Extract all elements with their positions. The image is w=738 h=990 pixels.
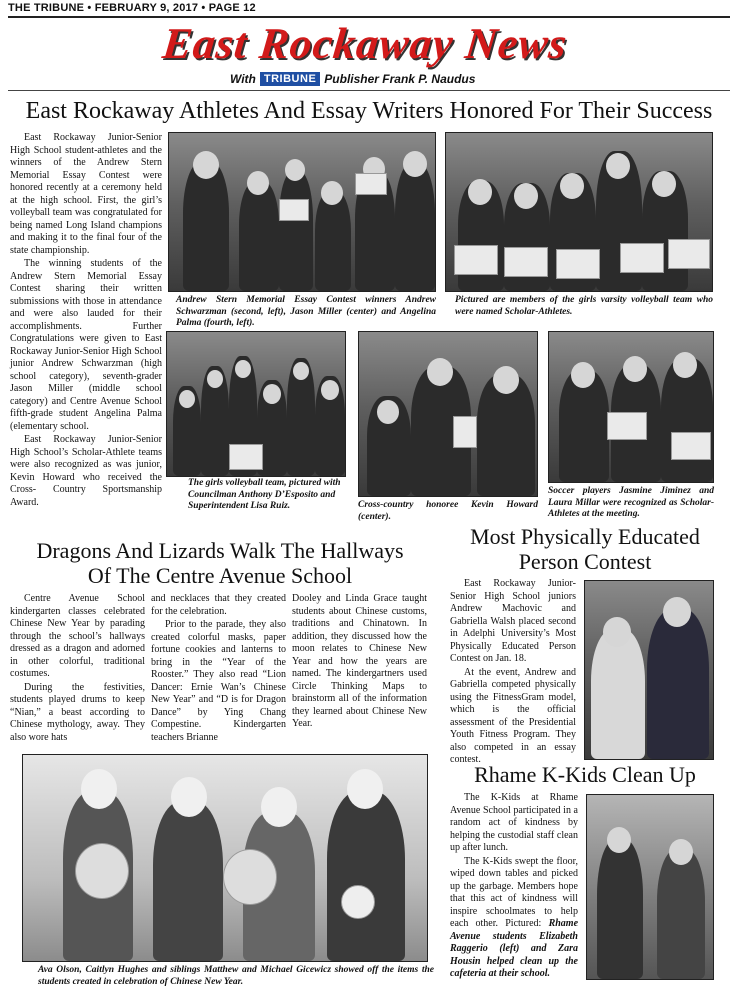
article3-headline-line2: Person Contest [518,549,652,574]
article2-paragraph: Prior to the parade, they also created colorful masks, paper fortune cookies and lanterns to bring in the “Year of the Rooster.” They also read “Lion Dancer: Ernie Wan’s Chinese New Year” and “D is for Dragon Dance” by Ying Chang Compestine. Kindergarten teachers Brianne [151,619,286,743]
article2-col1 [10,593,145,743]
article2-col3 [292,593,427,743]
caption-cross-country: Cross-country honoree Kevin Howard (center). [358,500,538,522]
article1-headline: East Rockaway Athletes And Essay Writers Honored For Their Success [25,98,713,124]
article4-text: The K-Kids swept the floor, wiped down tables and picked up the garbage. Members hope that this act of kindness will inspire schoolmates to help each other. Pictured: [450,855,578,929]
article4-bold-text: Rhame Avenue students Elizabeth Raggerio (left) and Zara Housin helped clean up the cafeteria at their school. [450,918,579,979]
masthead-rule [8,90,730,91]
article2-paragraph: Dooley and Linda Grace taught students about Chinese customs, traditions and Chinatown. In addition, they discussed how the moon relates to Chinese New Year and how the years are named. The kindergartners used Circle Thinking Maps to brainstorm all of the information they learned about Chinese New Year. [292,593,427,729]
article4-paragraph [450,856,578,981]
article2-paragraph: During the festivities, students played drums to keep “Nian,” a beast according to Chinese mythology, away. They also wore hats [10,681,145,743]
caption-essay: Andrew Stern Memorial Essay Contest winners Andrew Schwarzman (second, left), Jason Miller (center) and Angelina Palma (fourth, left). [176,295,436,328]
article2-paragraph: and necklaces that they created for the celebration. [151,593,286,617]
article3-paragraph: At the event, Andrew and Gabriella competed physically using the FitnessGram model, which is the official assessment of the Presidential Youth Fitness Program. They also competed in an essay contest. [450,666,576,765]
article3-paragraph: East Rockaway Junior-Senior High School juniors Andrew Machovic and Gabriella Walsh placed second in Adelphi University’s Most Physically Educated Person Contest on Jan. 18. [450,578,576,664]
article4-body [450,792,578,984]
folio: THE TRIBUNE • FEBRUARY 9, 2017 • PAGE 12 [8,2,256,14]
article4-headline: Rhame K-Kids Clean Up [474,762,696,787]
article2-headline-line2: Of The Centre Avenue School [87,563,353,588]
photo-k-kids [586,794,714,980]
article3-body [450,578,576,765]
photo-essay-winners [168,132,436,292]
caption-volleyball-team: The girls volleyball team, pictured with Councilman Anthony D’Esposito and Superintendent Lisa Ruiz. [188,478,341,511]
photo-soccer [548,331,714,483]
photo-volleyball-scholars [445,132,713,292]
article1-paragraph: East Rockaway Junior-Senior High School student-athletes and the winners of the Andrew Stern Memorial Essay Contest were honored recently at a ceremony held at the high school. First, the girl’s volleyball team was congratulated for being named Long Island champions and making it to the final four of the state championship. [10,132,162,256]
article2-col2 [151,593,286,743]
caption-kindergarten: Ava Olson, Caitlyn Hughes and siblings Matthew and Michael Gicewicz showed off the items the students created in celebration of Chinese New Year. [38,965,434,987]
article2-paragraph: Centre Avenue School kindergarten classes celebrated Chinese New Year by parading through the school’s hallways dressed as a dragon and adorned in other colorful, traditional costumes. [10,593,145,679]
byline-publisher: Publisher Frank P. Naudus [324,72,476,86]
masthead-title: East Rockaway News [160,19,570,68]
article1-paragraph: East Rockaway Junior-Senior High School’s Scholar-Athlete teams were also recognized as was junior, Kevin Howard who received the Cross- Country Sportsmanship Award. [10,434,162,508]
photo-kindergarten [22,754,428,962]
caption-soccer: Soccer players Jasmine Jiminez and Laura Millar were recognized as Scholar-Athletes at the meeting. [548,486,714,519]
tribune-logo: TRIBUNE [260,72,320,86]
article2-headline-line1: Dragons And Lizards Walk The Hallways [36,538,404,563]
article4-paragraph: The K-Kids at Rhame Avenue School participated in a random act of kindness by helping the custodial staff clean up after lunch. [450,792,578,853]
byline-with: With [230,72,256,86]
article1-body [10,132,162,542]
photo-volleyball-team [166,331,346,477]
caption-volleyball-scholars: Pictured are members of the girls varsity volleyball team who were named Scholar-Athletes. [455,295,713,317]
masthead-byline [230,70,530,88]
photo-cross-country [358,331,538,497]
article3-headline-line1: Most Physically Educated [470,524,700,549]
photo-physically-educated [584,580,714,760]
article1-paragraph: The winning students of the Andrew Stern Memorial Essay Contest sharing their written submissions with those in attendance and were also lauded for their accomplishments. Further Congratulations were given to East Rockaway Junior-Senior High School junior Andrew Schwarzman (high school category), seventh-grader Jason Miller (middle school category) and Centre Avenue School fifth-grade student Angelina Palma (elementary school. [10,258,162,432]
